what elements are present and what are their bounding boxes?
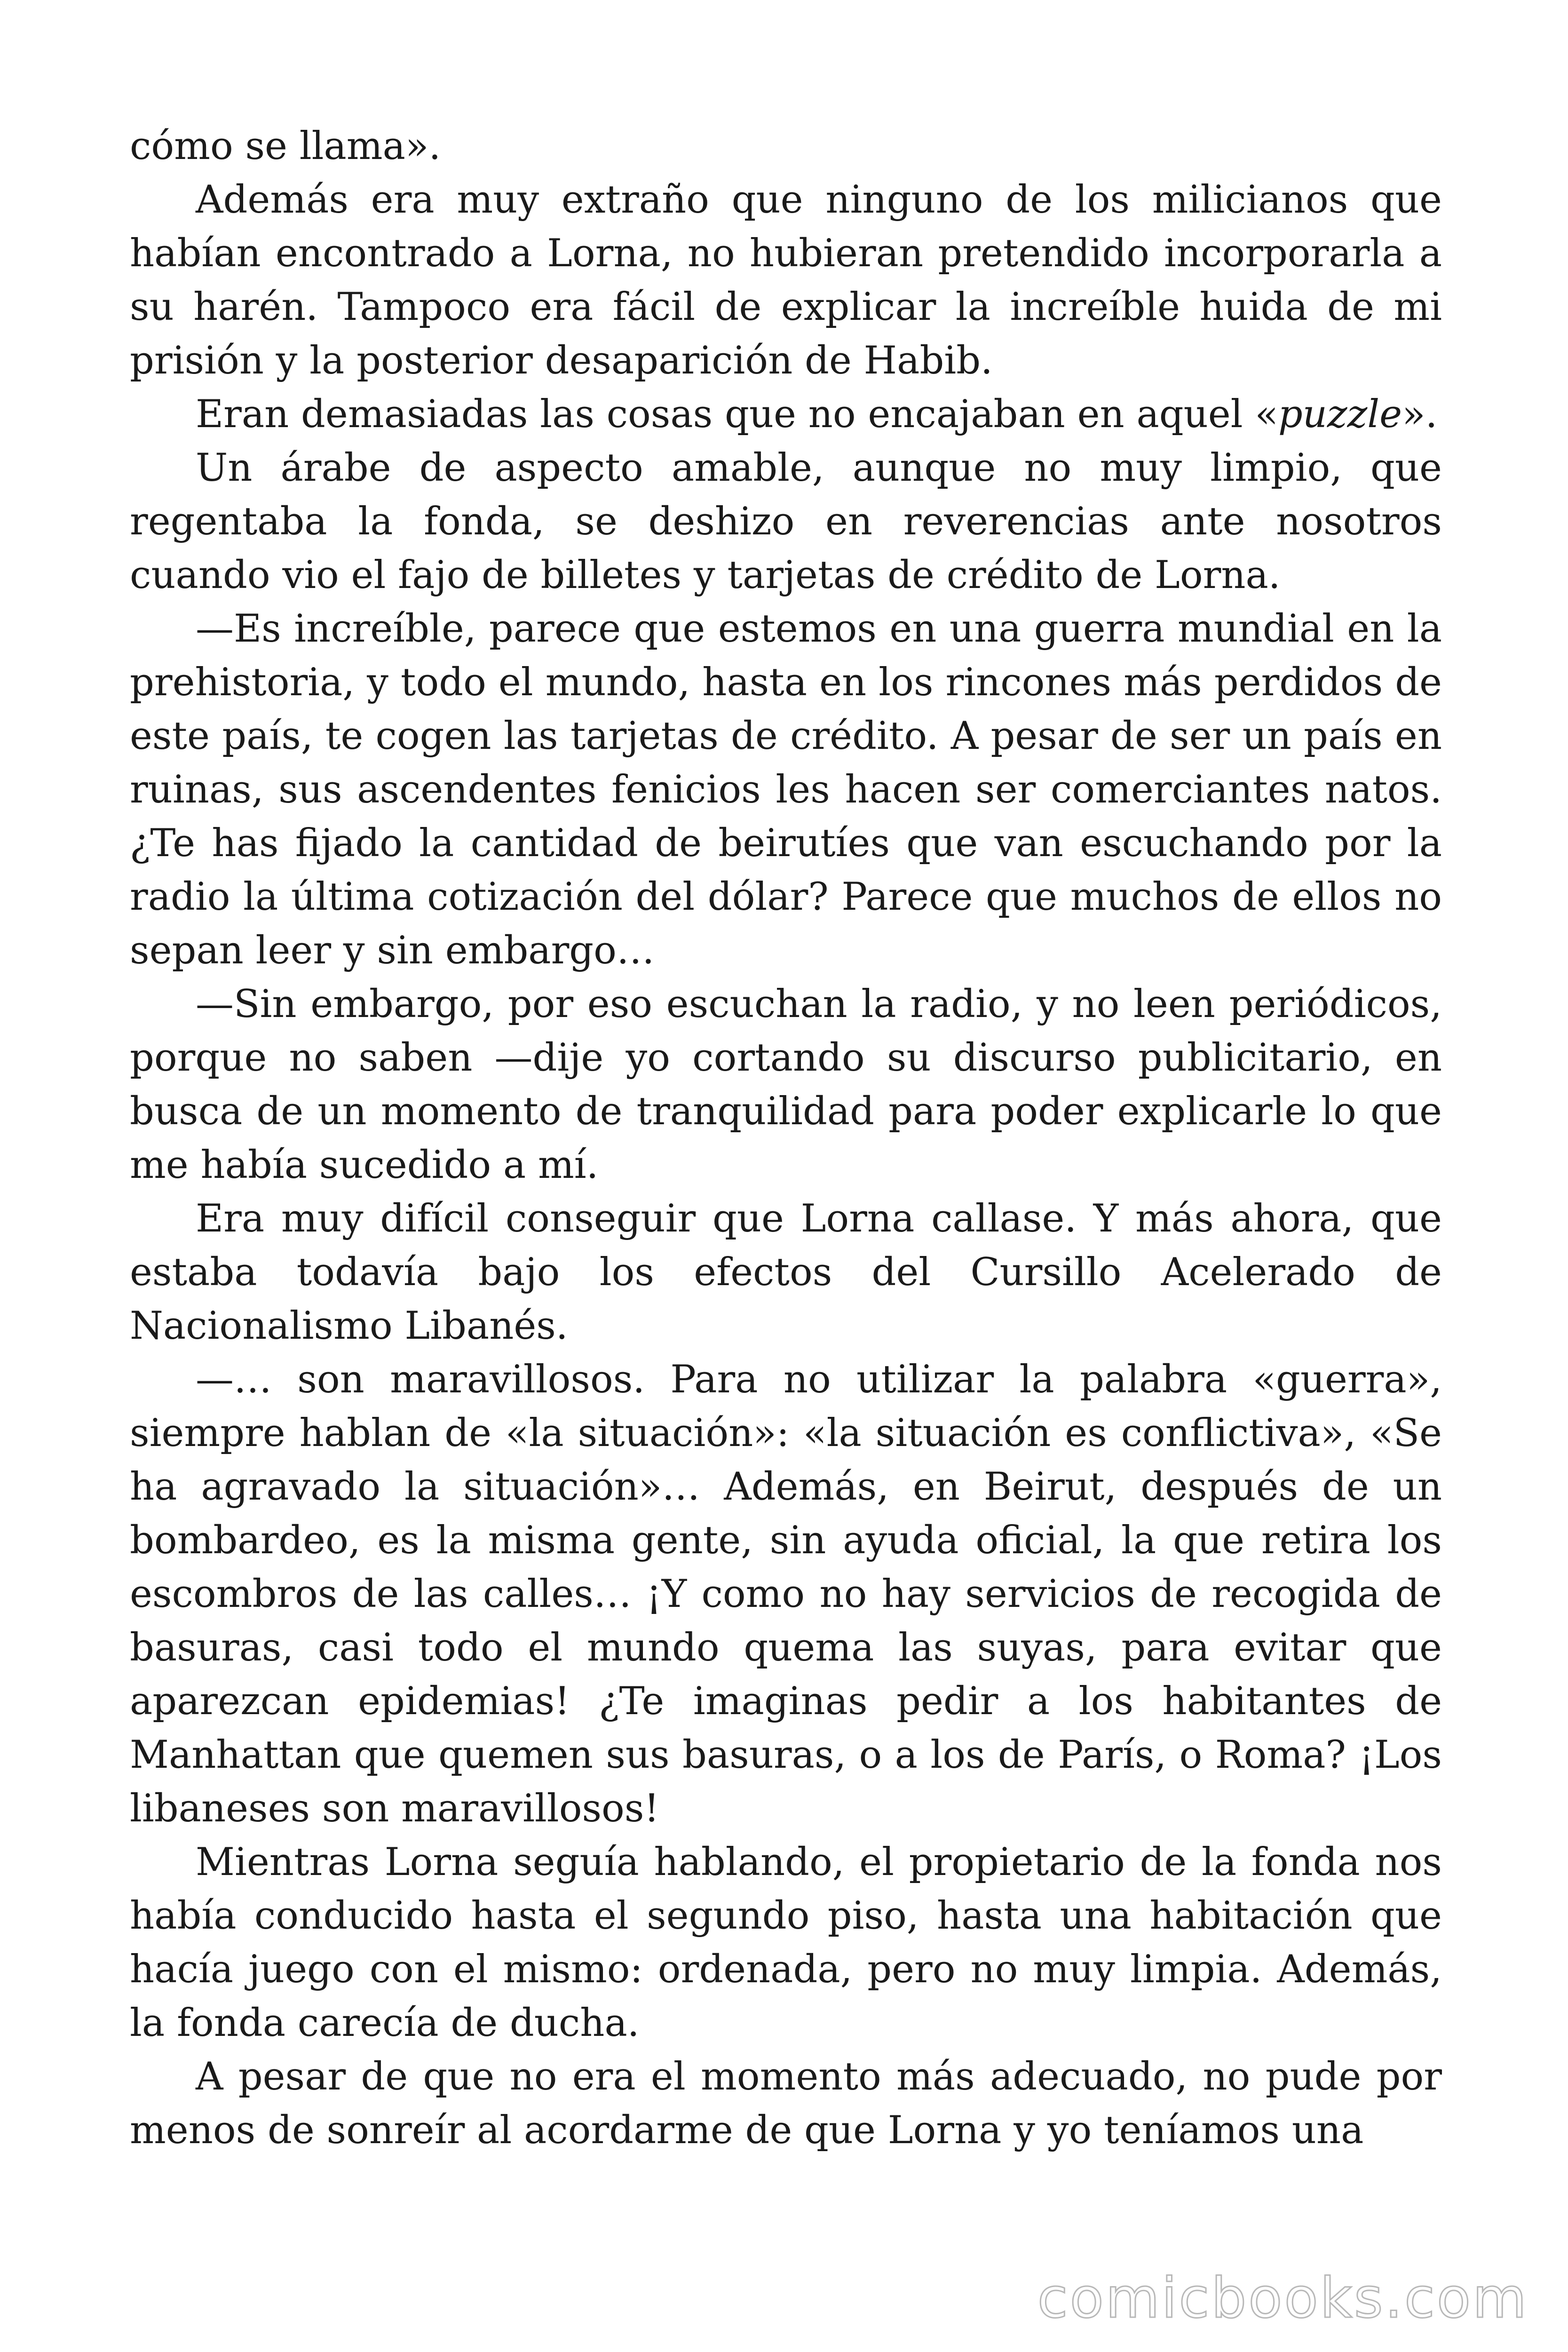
paragraph-3-after: ».	[1402, 392, 1438, 437]
paragraph-2: Además era muy extraño que ninguno de los milicianos que habían encontrado a Lorna, no hubieran pretendido incorporarla a su harén. Tampoco era fácil de explicar la increíble huida de mi prisión y la posterior desaparición de Habib.	[130, 178, 1442, 383]
paragraph-6: —Sin embargo, por eso escuchan la radio, y no leen periódicos, porque no saben —dije yo cortando su discurso publicitario, en busca de un momento de tranquilidad para poder explicarle lo que me había sucedido a mí.	[130, 982, 1442, 1187]
paragraph-3	[130, 388, 1442, 441]
paragraph-5: —Es increíble, parece que estemos en una guerra mundial en la prehistoria, y todo el mundo, hasta en los rincones más perdidos de este país, te cogen las tarjetas de crédito. A pesar de ser un país en ruinas, sus ascendentes fenicios les hacen ser comerciantes natos. ¿Te has fijado la cantidad de beirutíes que van escuchando por la radio la última cotización del dólar? Parece que muchos de ellos no sepan leer y sin embargo…	[130, 607, 1442, 973]
paragraph-3-emphasis: puzzle	[1278, 392, 1402, 437]
paragraph-3-before: Eran demasiadas las cosas que no encajaban en aquel «	[196, 392, 1278, 437]
paragraph-8: —… son maravillosos. Para no utilizar la palabra «guerra», siempre hablan de «la situación»: «la situación es conflictiva», «Se ha agravado la situación»… Además, en Beirut, después de un bombardeo, es la misma gente, sin ayuda oficial, la que retira los escombros de las calles… ¡Y como no hay servicios de recogida de basuras, casi todo el mundo quema las suyas, para evitar que aparezcan epidemias! ¿Te imaginas pedir a los habitantes de Manhattan que quemen sus basuras, o a los de París, o Roma? ¡Los libaneses son maravillosos!	[130, 1358, 1442, 1831]
paragraph-1: cómo se llama».	[130, 124, 441, 168]
watermark: comicbooks.com	[1037, 2265, 1528, 2330]
paragraph-9: Mientras Lorna seguía hablando, el propietario de la fonda nos había conducido hasta el segundo piso, hasta una habitación que hacía juego con el mismo: ordenada, pero no muy limpia. Además, la fonda carecía de ducha.	[130, 1840, 1442, 2045]
paragraph-7: Era muy difícil conseguir que Lorna callase. Y más ahora, que estaba todavía bajo los efectos del Cursillo Acelerado de Nacionalismo Libanés.	[130, 1197, 1442, 1348]
paragraph-10: A pesar de que no era el momento más adecuado, no pude por menos de sonreír al acordarme de que Lorna y yo teníamos una	[130, 2055, 1442, 2153]
paragraph-4: Un árabe de aspecto amable, aunque no muy limpio, que regentaba la fonda, se deshizo en reverencias ante nosotros cuando vio el fajo de billetes y tarjetas de crédito de Lorna.	[130, 446, 1442, 597]
book-page-text	[130, 119, 1442, 2157]
